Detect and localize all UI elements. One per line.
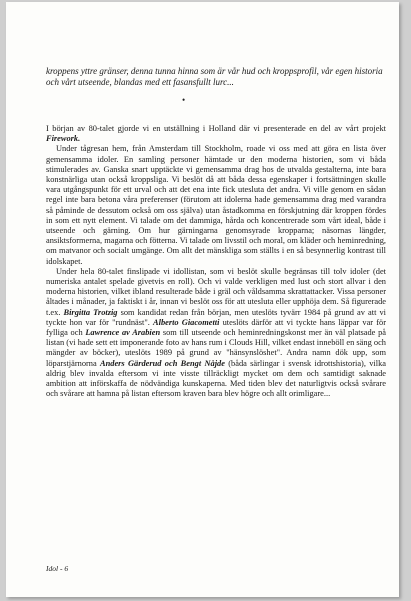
name-lawrence: Lawrence av Arabien [85, 328, 161, 338]
page-footer: Idol - 6 [46, 564, 69, 573]
paragraph-2: Under tågresan hem, från Amsterdam till Stockholm, roade vi oss med att göra en lista över gemensamma idoler. En samling personer hämtade ur den moderna historien, som vi båda stimulerades av. Ganska snart upptäckte vi gemensamma drag hos de utvalda gestalterna, inte bara konstnärliga utan också kroppsliga. Vi beslöt då att båda dessa egenskaper i fortsättningen skulle vara utgångspunkt för ett urval och att det ena inte fick utesluta det andra. Vi ville genom en sådan regel inte bara betona våra preferenser (förutom att idolerna hade gemensamma drag med varandra så påminde de dessutom också om oss själva) utan åstadkomma en förskjutning där kroppen fördes in som ett nytt element. Vi talade om det dammiga, hårda och koncentrerade som vårt ideal, både i utseende och gärning. Om hur gärningarna genomsyrade kropparna; näsornas längder, ansiktsformerna, magarna och fötterna. Vi talade om livsstil och moral, om kläder och heminredning, om matvanor och socialt umgänge. Om allt det mänskliga som ställts i en så besynnerlig kontrast till idolskapet. [46, 144, 386, 266]
paragraph-3: Under hela 80-talet finslipade vi idollistan, som vi beslöt skulle begränsas till tolv idoler (det numeriska antalet spelade givetvis en roll). Och vi valde verkligen med lust och stort allvar i den moderna historien, vilket ibland resulterade både i gräl och våldsamma skrattattacker. Vissa personer åltades i månader, ja faktiskt i år, innan vi beslöt oss för att utesluta eller upphöja dem. Så figurerade t.ex. Birgitta Trotzig som kandidat redan från början, men uteslöts tyvärr 1984 på grund av att vi tyckte hon var för "rundnäst". Alberto Giacometti uteslöts därför att vi tyckte hans läppar var för fylliga och Lawrence av Arabien som till utseende och heminredningskonst mer än väl platsade på listan (vi hade sett ett imponerande foto av hans rum i Clouds Hill, vilket endast inneböll en säng och mängder av böcker), uteslöts 1989 på grund av "hänsynslöshet". Andra namn dök upp, som löparstjärnorna Anders Gärderud och Bengt Nåjde (båda särlingar i svensk idrottshistoria), vilka aldrig blev invalda eftersom vi inte visste tillräckligt mycket om dem och samtidigt saknade ambition att införskaffa de nödvändiga kunskaperna. Med tiden blev det naturligtvis också svårare och svårare att hamna på listan eftersom kraven bara blev högre och allt orimligare... [46, 266, 386, 399]
name-giacometti: Alberto Giacometti [153, 317, 220, 327]
project-name: Firework. [46, 134, 81, 144]
document-page [6, 2, 399, 597]
intro-quote: kroppens yttre gränser, denna tunna hinna som är vår hud och kroppsprofil, vår egen historia och vårt utseende, blandas med ett fasansfullt lurc... [46, 66, 383, 88]
name-runners: Anders Gärderud och Bengt Nåjde [100, 358, 225, 368]
section-ornament: • [182, 95, 186, 105]
article-body [46, 124, 386, 399]
paragraph-1: I början av 80-talet gjorde vi en utställning i Holland där vi presenterade en del av vårt projekt Firework. [46, 124, 386, 144]
name-trotzig: Birgitta Trotzig [63, 307, 118, 317]
